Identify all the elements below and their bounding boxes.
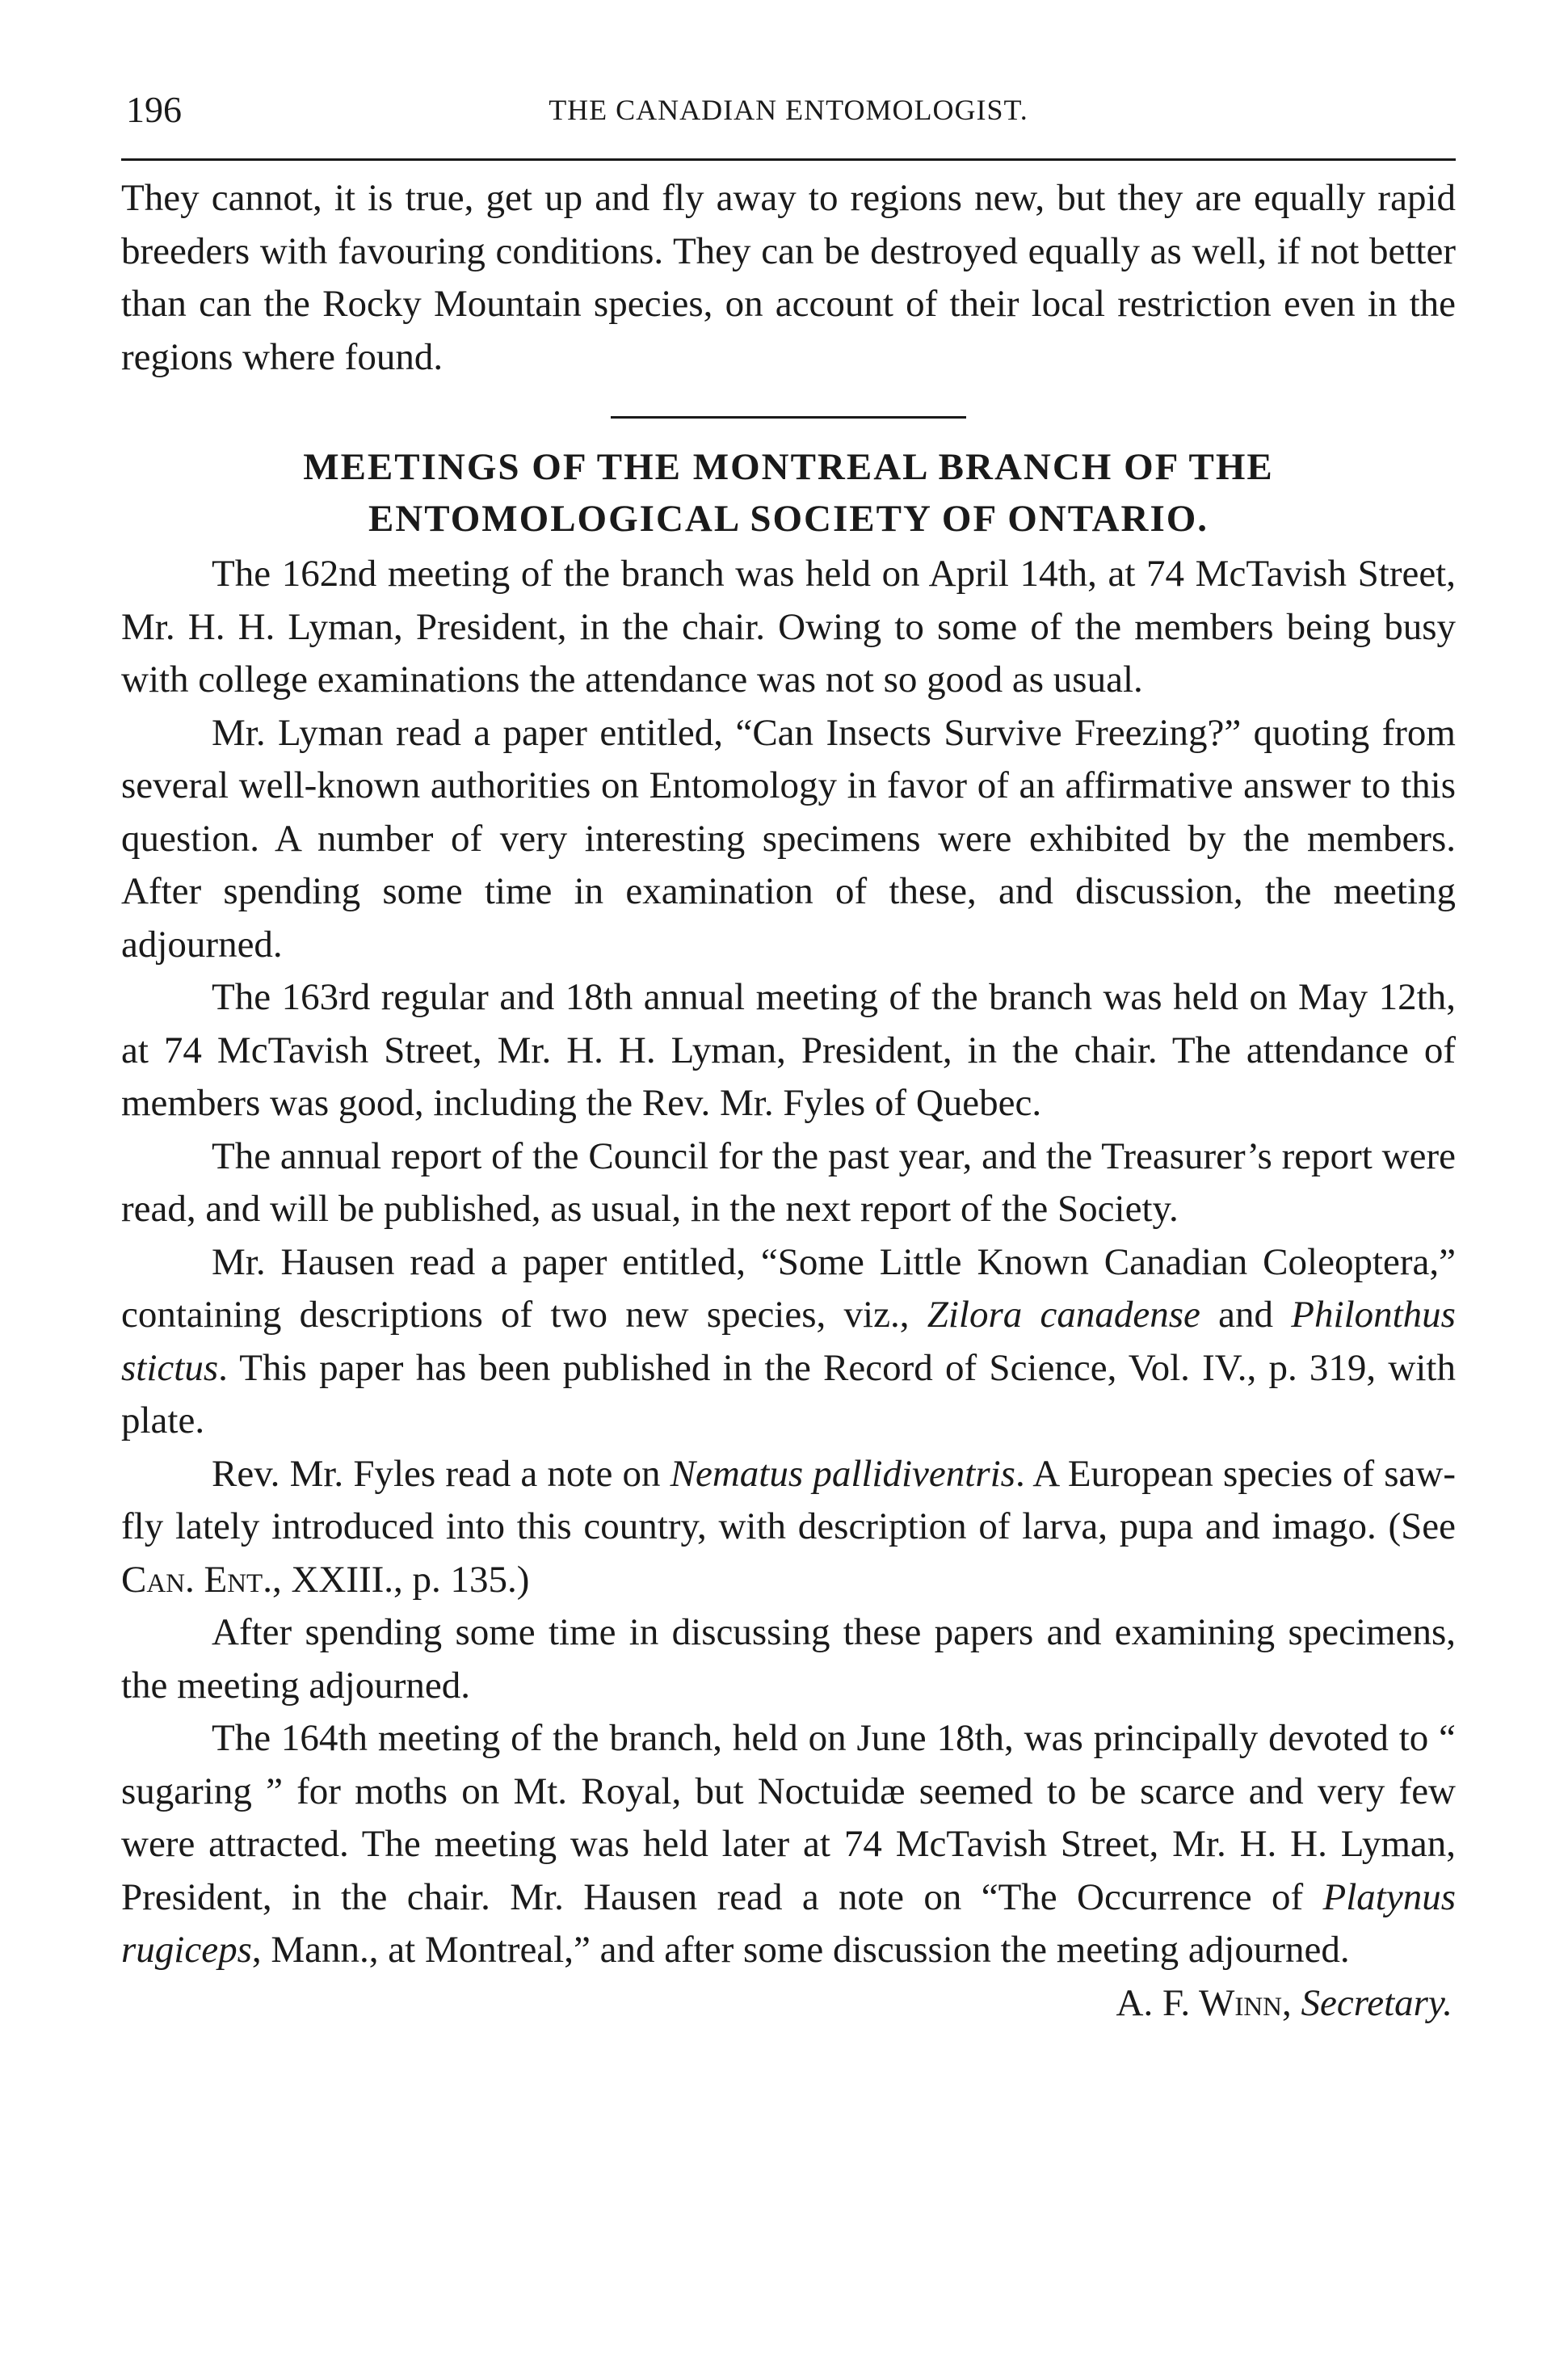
section-title-line-1: MEETINGS OF THE MONTREAL BRANCH OF THE	[303, 446, 1274, 488]
journal-abbreviation: Can. Ent.	[121, 1558, 272, 1601]
signature	[121, 1977, 1456, 2031]
text-run: Mr. Hausen read a paper entitled, “Some Little Known Canadian Coleoptera,” containing descriptions of two new species, viz.,	[121, 1240, 1456, 1336]
section-title	[121, 441, 1456, 545]
text-run: The 164th meeting of the branch, held on June 18th, was principally devoted to “ sugaring ” for moths on Mt. Royal, but Noctuidæ seemed to be scarce and very few were attracted. The meeting was held later at 74 McTavish Street, Mr. H. H. Lyman, President, in the chair. Mr. Hausen read a note on “The Occurrence of	[121, 1717, 1456, 1918]
species-name: Platynus rugiceps	[121, 1875, 1456, 1971]
text-run: . This paper has been published in the Record of Science, Vol. IV., p. 319, with plate.	[121, 1346, 1456, 1442]
page-body	[121, 172, 1456, 2030]
paragraph-coleoptera-paper	[121, 1236, 1456, 1448]
journal-page	[121, 81, 1456, 2030]
paragraph-annual-report: The annual report of the Council for the past year, and the Treasurer’s report were read, and will be published, as usual, in the next report of the Society.	[121, 1134, 1456, 1230]
species-name: Zilora canadense	[927, 1294, 1200, 1336]
running-title: THE CANADIAN ENTOMOLOGIST.	[549, 94, 1028, 126]
paragraph-164th-meeting	[121, 1712, 1456, 1977]
signature-name: A. F. Winn,	[1116, 1981, 1292, 2024]
section-divider	[611, 416, 966, 419]
species-name: Nematus pallidiventris	[670, 1452, 1015, 1495]
species-name: Philonthus stictus	[121, 1294, 1456, 1389]
page-number: 196	[126, 89, 182, 130]
intro-paragraph: They cannot, it is true, get up and fly away to regions new, but they are equally rapid breeders with favouring conditions. They can be destroyed equally as well, if not better than can the Rocky Mountain species, on account of their local restriction even in the regions where found.	[121, 177, 1456, 378]
text-run: . A European species of saw-fly lately introduced into this country, with description of larva, pupa and imago. (See	[121, 1452, 1457, 1547]
header-rule	[121, 158, 1456, 161]
page-header	[121, 81, 1456, 139]
text-run: , XXIII., p. 135.)	[271, 1558, 530, 1601]
text-run: and	[1200, 1294, 1292, 1336]
paragraph-sawfly-note	[121, 1448, 1456, 1607]
paragraph-adjourned: After spending some time in discussing these papers and examining specimens, the meeting adjourned.	[121, 1611, 1456, 1707]
section-title-line-2: ENTOMOLOGICAL SOCIETY OF ONTARIO.	[368, 498, 1209, 540]
paragraph-freezing-paper: Mr. Lyman read a paper entitled, “Can Insects Survive Freezing?” quoting from several well-known authorities on Entomology in favor of an affirmative answer to this question. A number of very interesting specimens were exhibited by the members. After spending some time in examination of these, and discussion, the meeting adjourned.	[121, 711, 1456, 966]
signature-title: Secretary.	[1301, 1981, 1452, 2024]
text-run: , Mann., at Montreal,” and after some discussion the meeting adjourned.	[251, 1929, 1350, 1971]
paragraph-162nd-meeting: The 162nd meeting of the branch was held on April 14th, at 74 McTavish Street, Mr. H. H. Lyman, President, in the chair. Owing to some of the members being busy with college examinations the attendance was not so good as usual.	[121, 553, 1456, 701]
paragraph-163rd-meeting: The 163rd regular and 18th annual meeting of the branch was held on May 12th, at 74 McTavish Street, Mr. H. H. Lyman, President, in the chair. The attendance of members was good, including the Rev. Mr. Fyles of Quebec.	[121, 976, 1456, 1124]
text-run: Rev. Mr. Fyles read a note on	[212, 1452, 670, 1495]
